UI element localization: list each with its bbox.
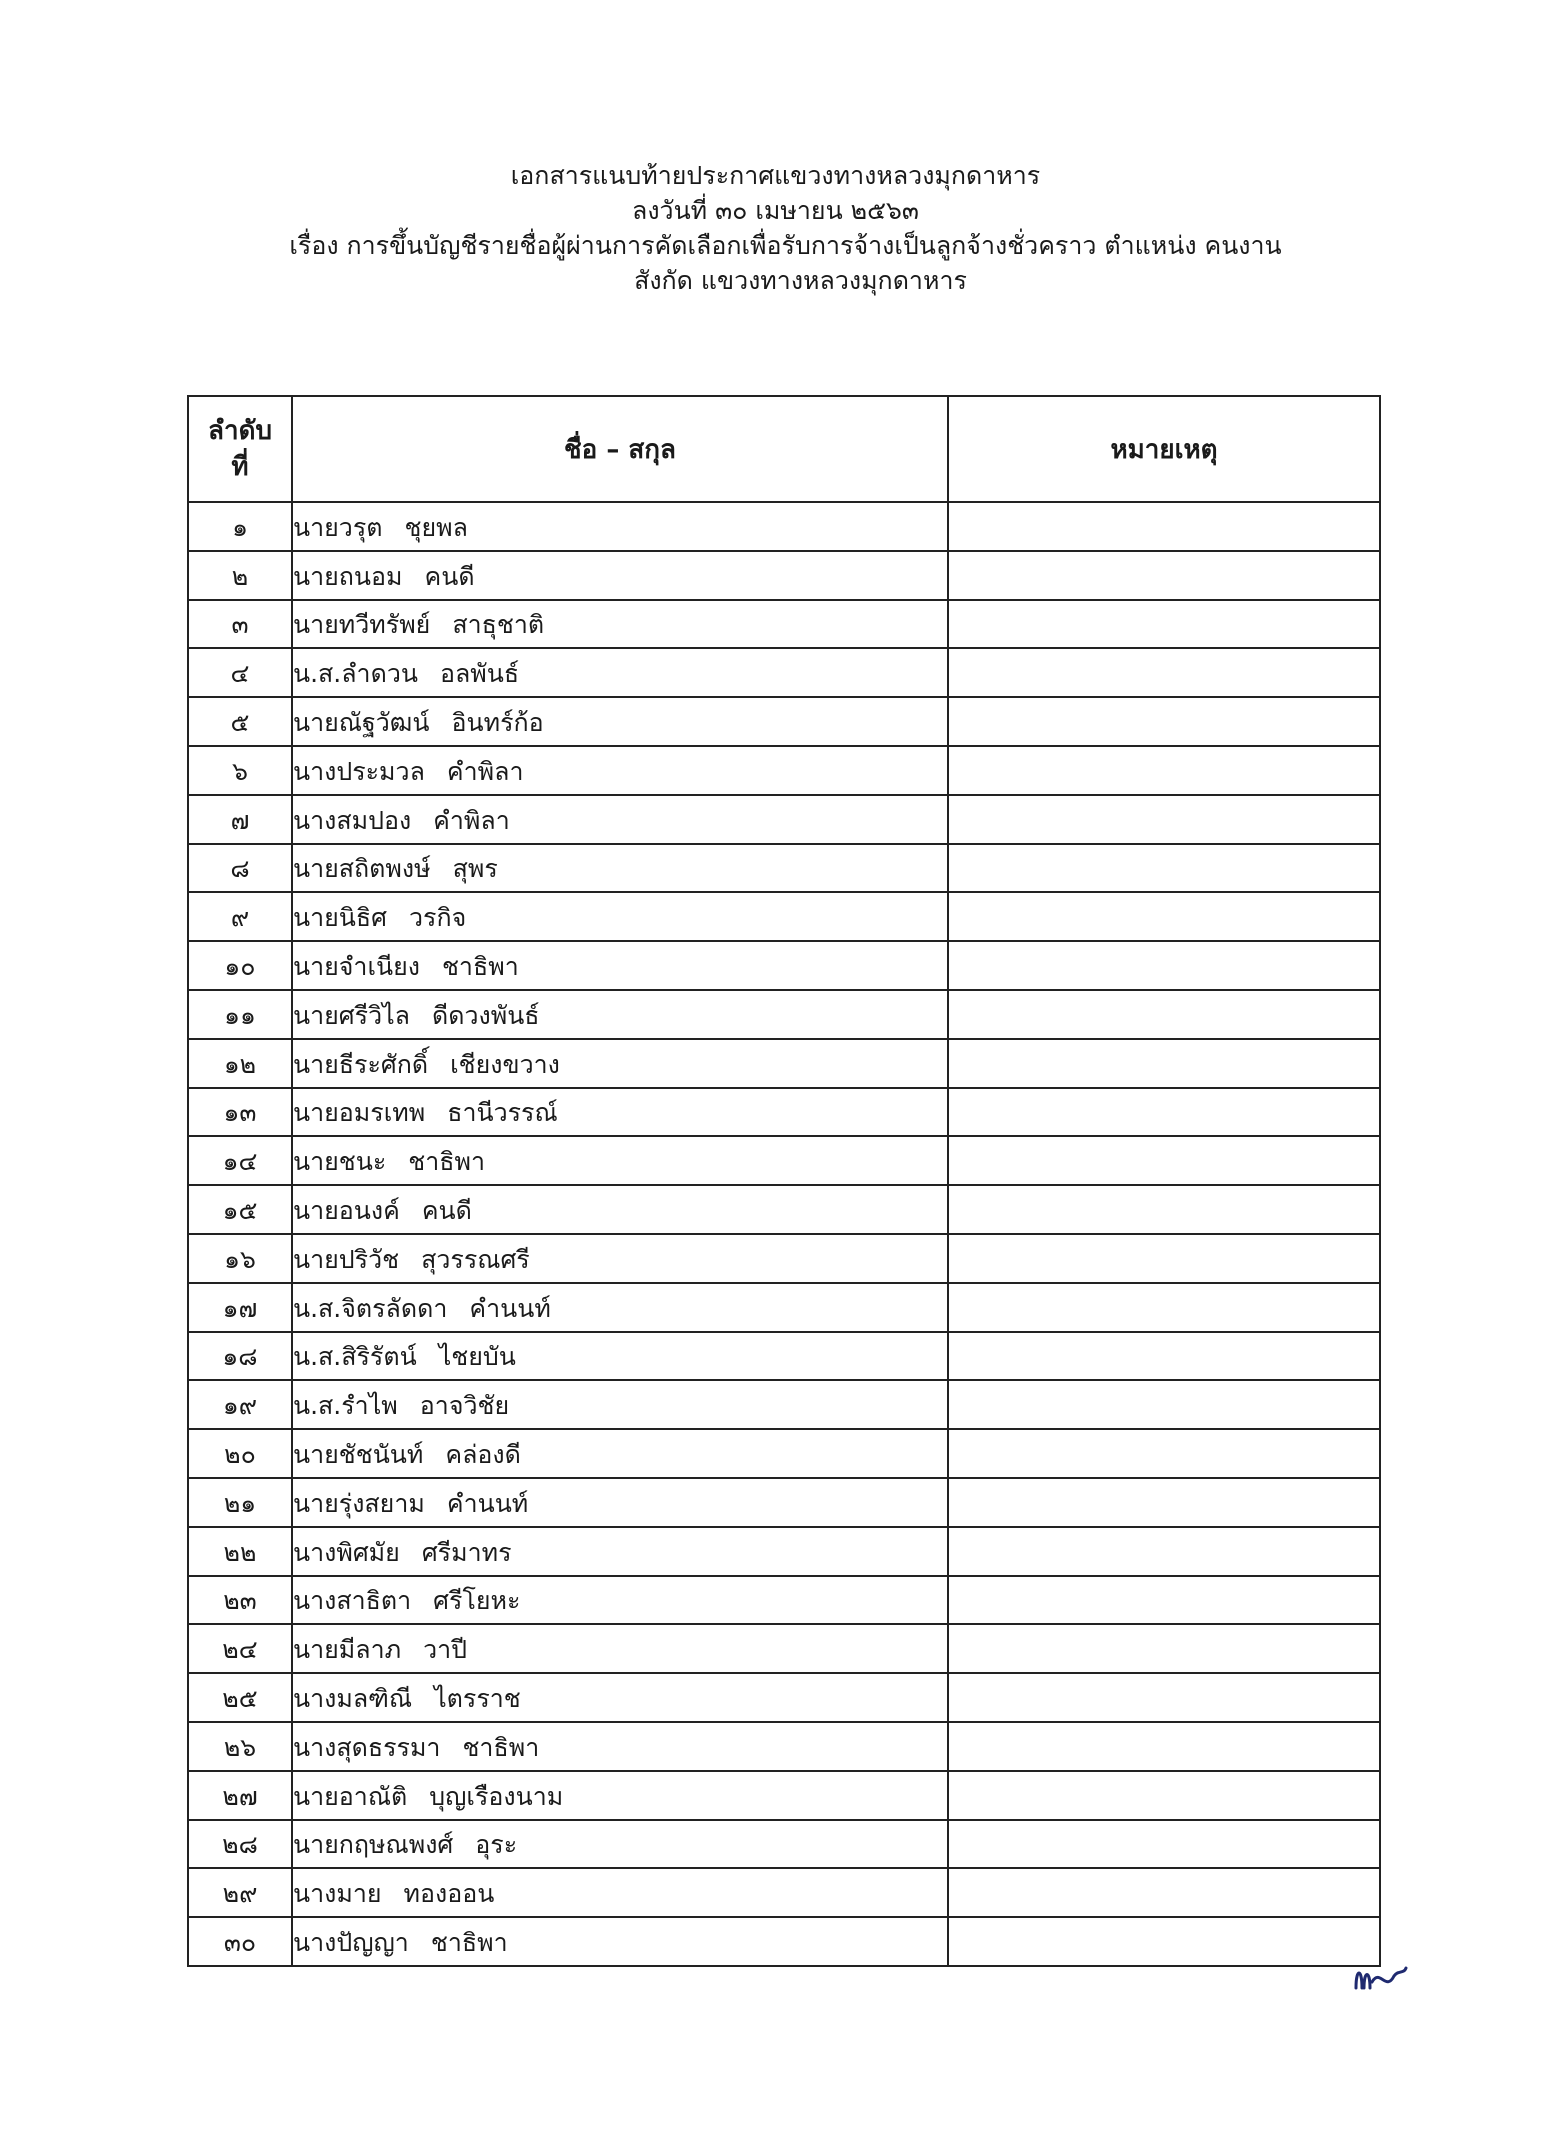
row-full-name (292, 1722, 948, 1771)
row-remark (948, 1771, 1380, 1820)
table-row (188, 1478, 1380, 1527)
row-full-name (292, 844, 948, 893)
row-first-name: นางสมปอง (293, 805, 412, 835)
row-remark (948, 1088, 1380, 1137)
table-row (188, 1722, 1380, 1771)
row-full-name (292, 1820, 948, 1869)
row-order-number: ๑๗ (188, 1283, 292, 1332)
table-row (188, 502, 1380, 551)
row-remark (948, 1527, 1380, 1576)
row-first-name: น.ส.ลำดวน (293, 659, 418, 689)
row-order-number: ๔ (188, 648, 292, 697)
row-order-number: ๓๐ (188, 1917, 292, 1966)
row-order-number: ๒๗ (188, 1771, 292, 1820)
row-full-name (292, 1332, 948, 1381)
table-row (188, 1332, 1380, 1381)
row-last-name: คำพิลา (433, 805, 510, 835)
row-remark (948, 1576, 1380, 1625)
row-first-name: นายอนงค์ (293, 1195, 400, 1225)
column-header-order-line2: ที่ (231, 452, 249, 482)
row-remark (948, 502, 1380, 551)
row-remark (948, 1332, 1380, 1381)
row-order-number: ๑๕ (188, 1185, 292, 1234)
row-last-name: ชาธิพา (462, 1732, 540, 1762)
row-first-name: น.ส.สิริรัตน์ (293, 1342, 417, 1372)
row-remark (948, 1722, 1380, 1771)
table-row (188, 697, 1380, 746)
row-remark (948, 600, 1380, 649)
row-order-number: ๒๑ (188, 1478, 292, 1527)
table-row (188, 892, 1380, 941)
row-full-name (292, 746, 948, 795)
row-remark (948, 1185, 1380, 1234)
row-remark (948, 1283, 1380, 1332)
row-remark (948, 844, 1380, 893)
row-full-name (292, 1478, 948, 1527)
row-full-name (292, 990, 948, 1039)
row-full-name (292, 1185, 948, 1234)
row-first-name: นายสถิตพงษ์ (293, 854, 431, 884)
document-header (0, 158, 1551, 298)
table-row (188, 1088, 1380, 1137)
row-full-name (292, 892, 948, 941)
table-row (188, 795, 1380, 844)
row-last-name: อาจวิชัย (419, 1391, 510, 1421)
row-first-name: นายถนอม (293, 561, 403, 591)
row-last-name: คำนนท์ (469, 1293, 551, 1323)
row-first-name: นายปริวัช (293, 1244, 400, 1274)
row-order-number: ๑๒ (188, 1039, 292, 1088)
row-order-number: ๑๓ (188, 1088, 292, 1137)
table-row (188, 1576, 1380, 1625)
table-row (188, 1527, 1380, 1576)
row-order-number: ๑๑ (188, 990, 292, 1039)
row-last-name: ดีดวงพันธ์ (432, 1000, 540, 1030)
row-remark (948, 1136, 1380, 1185)
row-first-name: น.ส.จิตรลัดดา (293, 1293, 448, 1323)
row-last-name: คนดี (424, 561, 475, 591)
table-row (188, 648, 1380, 697)
row-first-name: นายธีระศักดิ์ (293, 1049, 429, 1079)
row-remark (948, 1380, 1380, 1429)
row-last-name: อินทร์ก้อ (451, 707, 544, 737)
row-order-number: ๘ (188, 844, 292, 893)
table-row (188, 1624, 1380, 1673)
row-first-name: นายมีลาภ (293, 1635, 402, 1665)
row-full-name (292, 1088, 948, 1137)
row-first-name: นายชัชนันท์ (293, 1439, 424, 1469)
table-row (188, 1039, 1380, 1088)
row-order-number: ๓ (188, 600, 292, 649)
row-last-name: คำนนท์ (446, 1488, 529, 1518)
document-title: เอกสารแนบท้ายประกาศแขวงทางหลวงมุกดาหาร (510, 161, 1041, 190)
row-order-number: ๒๐ (188, 1429, 292, 1478)
row-remark (948, 746, 1380, 795)
row-first-name: นางปัญญา (293, 1927, 409, 1957)
row-first-name: นางสาธิตา (293, 1586, 412, 1616)
row-remark (948, 1917, 1380, 1966)
row-last-name: วาปี (423, 1635, 468, 1665)
row-first-name: นายจำเนียง (293, 951, 420, 981)
row-last-name: คล่องดี (445, 1439, 521, 1469)
row-remark (948, 551, 1380, 600)
row-first-name: นายทวีทรัพย์ (293, 610, 431, 640)
row-full-name (292, 941, 948, 990)
row-order-number: ๒๓ (188, 1576, 292, 1625)
row-order-number: ๖ (188, 746, 292, 795)
row-remark (948, 1234, 1380, 1283)
row-first-name: นางพิศมัย (293, 1537, 400, 1567)
row-order-number: ๒๙ (188, 1868, 292, 1917)
row-last-name: ไตรราช (434, 1683, 521, 1713)
row-order-number: ๕ (188, 697, 292, 746)
row-full-name (292, 1527, 948, 1576)
row-full-name (292, 648, 948, 697)
row-first-name: นายศรีวิไล (293, 1000, 411, 1030)
row-first-name: นางประมวล (293, 756, 425, 786)
table-body (188, 502, 1380, 1966)
row-remark (948, 1039, 1380, 1088)
table-row (188, 1868, 1380, 1917)
row-order-number: ๑๘ (188, 1332, 292, 1381)
row-remark (948, 892, 1380, 941)
row-remark (948, 990, 1380, 1039)
row-order-number: ๑ (188, 502, 292, 551)
table-row (188, 1820, 1380, 1869)
row-full-name (292, 1771, 948, 1820)
row-first-name: นายกฤษณพงศ์ (293, 1830, 454, 1860)
row-order-number: ๙ (188, 892, 292, 941)
row-last-name: ชาธิพา (441, 951, 519, 981)
row-remark (948, 1673, 1380, 1722)
row-first-name: น.ส.รำไพ (293, 1391, 398, 1421)
row-order-number: ๒๖ (188, 1722, 292, 1771)
signature-initials-icon (1350, 1958, 1410, 2000)
document-subject: เรื่อง การขึ้นบัญชีรายชื่อผู้ผ่านการคัดเลือกเพื่อรับการจ้างเป็นลูกจ้างชั่วคราว ตำแหน่ง คนงาน (289, 231, 1282, 260)
row-last-name: สุพร (452, 854, 498, 884)
row-full-name (292, 795, 948, 844)
row-last-name: ชุยพล (404, 512, 468, 542)
row-last-name: ไชยบัน (438, 1342, 516, 1372)
row-last-name: อุระ (475, 1830, 518, 1860)
row-last-name: คำพิลา (446, 756, 524, 786)
row-last-name: บุญเรืองนาม (429, 1781, 564, 1811)
row-full-name (292, 551, 948, 600)
row-last-name: สุวรรณศรี (421, 1244, 530, 1274)
row-order-number: ๑๐ (188, 941, 292, 990)
row-order-number: ๒๔ (188, 1624, 292, 1673)
row-full-name (292, 1234, 948, 1283)
row-full-name (292, 1429, 948, 1478)
table-row (188, 990, 1380, 1039)
row-last-name: ชาธิพา (430, 1927, 508, 1957)
row-last-name: วรกิจ (409, 903, 467, 933)
document-date: ลงวันที่ ๓๐ เมษายน ๒๕๖๓ (632, 196, 919, 225)
row-full-name (292, 1136, 948, 1185)
column-header-order (188, 396, 292, 502)
row-last-name: ศรีโยหะ (433, 1586, 521, 1616)
table-row (188, 1185, 1380, 1234)
column-header-order-line1: ลำดับ (208, 416, 272, 446)
row-full-name (292, 1624, 948, 1673)
table-row (188, 600, 1380, 649)
row-full-name (292, 1917, 948, 1966)
table-row (188, 844, 1380, 893)
row-first-name: นางมาย (293, 1879, 382, 1909)
row-order-number: ๒๘ (188, 1820, 292, 1869)
row-full-name (292, 502, 948, 551)
document-affiliation: สังกัด แขวงทางหลวงมุกดาหาร (634, 266, 967, 295)
row-order-number: ๑๔ (188, 1136, 292, 1185)
row-full-name (292, 697, 948, 746)
row-remark (948, 1429, 1380, 1478)
row-first-name: นายวรุต (293, 512, 383, 542)
row-first-name: นางมลฑิณี (293, 1683, 413, 1713)
row-first-name: นายอมรเทพ (293, 1098, 426, 1128)
row-first-name: นายชนะ (293, 1147, 387, 1177)
row-last-name: เชียงขวาง (450, 1049, 560, 1079)
row-order-number: ๒ (188, 551, 292, 600)
table-row (188, 1234, 1380, 1283)
row-first-name: นายอาณัติ (293, 1781, 408, 1811)
row-order-number: ๑๙ (188, 1380, 292, 1429)
row-first-name: นางสุดธรรมา (293, 1732, 441, 1762)
table-row (188, 941, 1380, 990)
table-row (188, 1673, 1380, 1722)
row-full-name (292, 1576, 948, 1625)
row-full-name (292, 1673, 948, 1722)
row-remark (948, 697, 1380, 746)
row-remark (948, 1478, 1380, 1527)
table-row (188, 1136, 1380, 1185)
row-last-name: ธานีวรรณ์ (447, 1098, 558, 1128)
column-header-remark: หมายเหตุ (948, 396, 1380, 502)
row-order-number: ๒๒ (188, 1527, 292, 1576)
row-remark (948, 1820, 1380, 1869)
row-order-number: ๑๖ (188, 1234, 292, 1283)
table-row (188, 1771, 1380, 1820)
candidate-table (187, 395, 1381, 1967)
row-remark (948, 1868, 1380, 1917)
row-full-name (292, 1039, 948, 1088)
row-last-name: สาธุชาติ (452, 610, 545, 640)
row-full-name (292, 600, 948, 649)
table-row (188, 746, 1380, 795)
row-remark (948, 941, 1380, 990)
row-remark (948, 795, 1380, 844)
row-last-name: คนดี (421, 1195, 472, 1225)
row-order-number: ๒๕ (188, 1673, 292, 1722)
row-last-name: ทองออน (403, 1879, 495, 1909)
row-first-name: นายนิธิศ (293, 903, 387, 933)
table-row (188, 1429, 1380, 1478)
row-remark (948, 1624, 1380, 1673)
table-row (188, 551, 1380, 600)
row-full-name (292, 1380, 948, 1429)
table-header-row (188, 396, 1380, 502)
row-last-name: อลพันธ์ (439, 659, 520, 689)
row-full-name (292, 1868, 948, 1917)
row-last-name: ศรีมาทร (421, 1537, 512, 1567)
column-header-name: ชื่อ – สกุล (292, 396, 948, 502)
table-row (188, 1283, 1380, 1332)
row-full-name (292, 1283, 948, 1332)
table-row (188, 1917, 1380, 1966)
row-remark (948, 648, 1380, 697)
row-first-name: นายณัฐวัฒน์ (293, 707, 430, 737)
row-order-number: ๗ (188, 795, 292, 844)
row-first-name: นายรุ่งสยาม (293, 1488, 425, 1518)
table-row (188, 1380, 1380, 1429)
row-last-name: ชาธิพา (408, 1147, 486, 1177)
